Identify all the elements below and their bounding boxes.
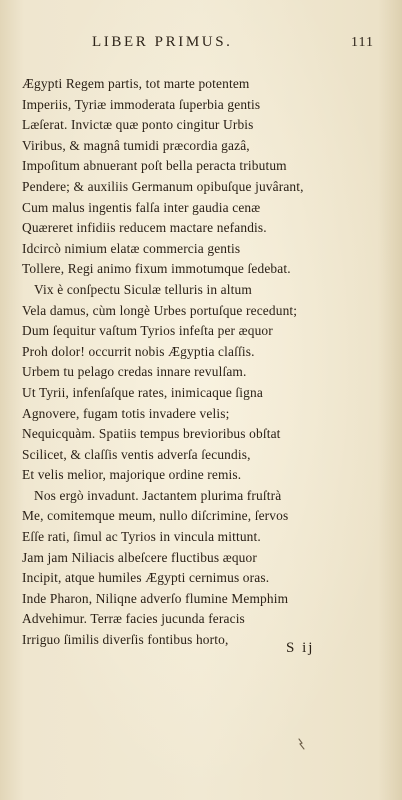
- verse-line: Et velis melior, majorique ordine remis.: [22, 467, 242, 483]
- verse-line: Cum malus ingentis falſa inter gaudia cenæ: [22, 199, 261, 215]
- verse-line: Vela damus, cùm longè Urbes portuſque recedunt;: [22, 302, 298, 318]
- verse-line: Quæreret infidiis reducem mactare nefandis.: [22, 220, 267, 236]
- verse-line: Vix è conſpectu Siculæ telluris in altum: [34, 281, 252, 297]
- verse-line: Eſſe rati, ſimul ac Tyrios in vincula mittunt.: [22, 529, 261, 545]
- verse-line: Jam jam Niliacis albeſcere fluctibus æquor: [22, 549, 257, 565]
- running-head: [0, 34, 402, 52]
- verse-line: Ut Tyrii, infenſaſque rates, inimicaque ſigna: [22, 384, 263, 400]
- verse-line: Agnovere, fugam totis invadere velis;: [22, 405, 230, 421]
- verse-line: Nos ergò invadunt. Jactantem plurima fruſtrà: [34, 487, 282, 503]
- verse-line: Ægypti Regem partis, tot marte potentem: [22, 76, 250, 91]
- verse-line: Advehimur. Terræ facies jucunda feracis: [22, 611, 245, 627]
- page-number: 111: [351, 35, 374, 50]
- verse-line: Idcircò nimium elatæ commercia gentis: [22, 240, 241, 256]
- signature-mark: S ij: [286, 640, 315, 656]
- verse-line: Scilicet, & claſſis ventis adverſa ſecundis,: [22, 446, 251, 462]
- running-title: LIBER PRIMUS.: [92, 34, 233, 50]
- verse-line: Me, comitemque meum, nullo diſcrimine, ſervos: [22, 508, 289, 524]
- ink-blot-mark: [296, 738, 306, 750]
- verse-line: Nequicquàm. Spatiis tempus brevioribus obſtat: [22, 426, 281, 442]
- verse-line: Impoſitum abnuerant poſt bella peracta tributum: [22, 158, 287, 174]
- verse-line: Dum ſequitur vaſtum Tyrios infeſta per æquor: [22, 323, 273, 339]
- verse-line: Inde Pharon, Niliqne adverſo flumine Memphim: [22, 590, 289, 606]
- verse-line: Viribus, & magnâ tumidi præcordia gazâ,: [22, 137, 250, 153]
- verse-line: Irriguo ſimilis diverſis fontibus horto,: [22, 632, 229, 648]
- verse-line: Pendere; & auxiliis Germanum opibuſque juvârant,: [22, 178, 304, 194]
- verse-line: Læſerat. Invictæ quæ ponto cingitur Urbis: [22, 117, 254, 133]
- verse-line: Incipit, atque humiles Ægypti cernimus oras.: [22, 570, 270, 586]
- verse-line: Imperiis, Tyriæ immoderata ſuperbia gentis: [22, 96, 261, 112]
- verse-line: Tollere, Regi animo fixum immotumque ſedebat.: [22, 261, 291, 277]
- verse-line: Proh dolor! occurrit nobis Ægyptia claſſis.: [22, 343, 255, 359]
- verse-text: [22, 74, 384, 651]
- verse-line: Urbem tu pelago credas innare revulſam.: [22, 364, 247, 380]
